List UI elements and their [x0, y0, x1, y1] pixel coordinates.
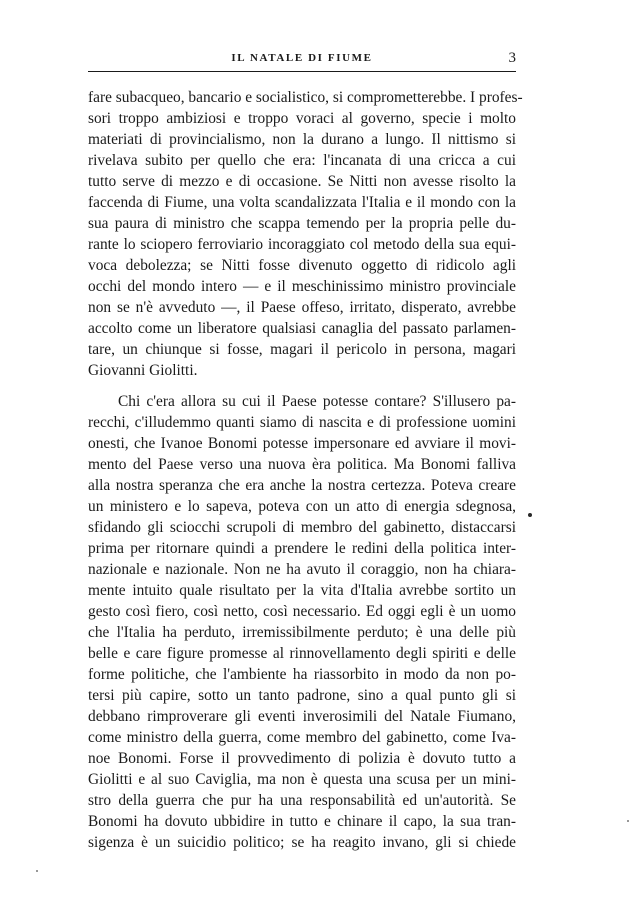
paragraph — [88, 87, 523, 381]
text-line: Bonomi ha dovuto ubbidire in tutto e chinare il capo, la sua tran- — [88, 813, 516, 830]
edge-speck — [627, 820, 629, 822]
text-line: voca debolezza; se Nitti fosse divenuto oggetto di ridicolo agli — [88, 257, 516, 274]
text-line: tare, un chiunque si fosse, magari il pericolo in persona, magari — [88, 341, 516, 358]
text-line: debbano rimproverare gli eventi inverosimili del Natale Fiumano, — [88, 708, 516, 725]
text-line: tersi più capire, sotto un tanto padrone, sino a qual punto gli si — [88, 687, 516, 704]
text-line: un ministero e lo sapeva, poteva con un atto di energia sdegnosa, — [88, 498, 516, 515]
text-line: sori troppo ambiziosi e troppo voraci al governo, specie i molto — [88, 110, 516, 127]
text-line: tutto serve di mezzo e di occasione. Se Nitti non avesse risolto la — [88, 173, 516, 190]
text-line: come ministro della guerra, come membro del gabinetto, come Iva- — [88, 729, 516, 746]
text-line: mente intuito quale risultato per la vita d'Italia avrebbe sortito un — [88, 582, 516, 599]
text-line: sua paura di ministro che scappa temendo per la propria pelle du- — [88, 215, 516, 232]
text-line: alla nostra speranza che era anche la nostra certezza. Poteva creare — [88, 477, 516, 494]
text-line: che l'Italia ha perduto, irremissibilmente perduto; è una delle più — [88, 624, 516, 641]
paragraph — [88, 391, 516, 853]
text-line: accolto come un liberatore qualsiasi canaglia del passato parlamen- — [88, 320, 516, 337]
header-rule — [88, 71, 516, 72]
text-line: belle e care figure promesse al rinnovellamento degli spiriti e delle — [88, 645, 516, 662]
text-line: recchi, c'illudemmo quanti siamo di nascita e di professione uomini — [88, 414, 516, 431]
text-line: noe Bonomi. Forse il provvedimento di polizia è dovuto tutto a — [88, 750, 516, 767]
paragraph-gap — [88, 381, 516, 391]
text-line: materiati di provincialismo, non la durano a lungo. Il nittismo si — [88, 131, 516, 148]
text-line: gesto così fiero, così netto, così necessario. Ed oggi egli è un uomo — [88, 603, 516, 620]
text-line: fare subacqueo, bancario e socialistico, si comprometterebbe. I profes- — [88, 89, 523, 106]
text-line: stro della guerra che pur ha una responsabilità ed un'autorità. Se — [88, 792, 516, 809]
text-line: faccenda di Fiume, una volta scandalizzata l'Italia e il mondo con la — [88, 194, 516, 211]
text-line: nazionale e nazionale. Non ne ha avuto il coraggio, non ha chiara- — [88, 561, 516, 578]
text-line: prima per ritornare quindi a prendere le redini della politica inter- — [88, 540, 516, 557]
text-line: sfidando gli sciocchi scrupoli di membro del gabinetto, distaccarsi — [88, 519, 516, 536]
text-line: forme politiche, che l'ambiente ha riassorbito in modo da non po- — [88, 666, 516, 683]
text-line: rante lo sciopero ferroviario incoraggiato col metodo della sua equi- — [88, 236, 516, 253]
page-number: 3 — [508, 50, 516, 66]
text-line: Giolitti e al suo Caviglia, ma non è questa una scusa per un mini- — [88, 771, 516, 788]
edge-speck — [36, 870, 38, 872]
text-line: Chi c'era allora su cui il Paese potesse contare? S'illusero pa- — [118, 393, 516, 410]
text-line: occhi del mondo intero — e il meschinissimo ministro provinciale — [88, 278, 516, 295]
page-header — [88, 50, 516, 72]
text-line: onesti, che Ivanoe Bonomi potesse impersonare ed avviare il movi- — [88, 435, 516, 452]
text-line: sigenza è un suicidio politico; se ha reagito invano, gli si chiede — [88, 834, 516, 851]
margin-dot — [528, 513, 532, 517]
text-line: non se n'è avveduto —, il Paese offeso, irritato, disperato, avrebbe — [88, 299, 516, 316]
body-text — [88, 87, 523, 853]
text-line: Giovanni Giolitti. — [88, 362, 198, 379]
text-line: rivelava subito per quello che era: l'incanata di una cricca a cui — [88, 152, 516, 169]
text-line: mento del Paese verso una nuova èra politica. Ma Bonomi falliva — [88, 456, 516, 473]
running-title: IL NATALE DI FIUME — [231, 52, 373, 64]
